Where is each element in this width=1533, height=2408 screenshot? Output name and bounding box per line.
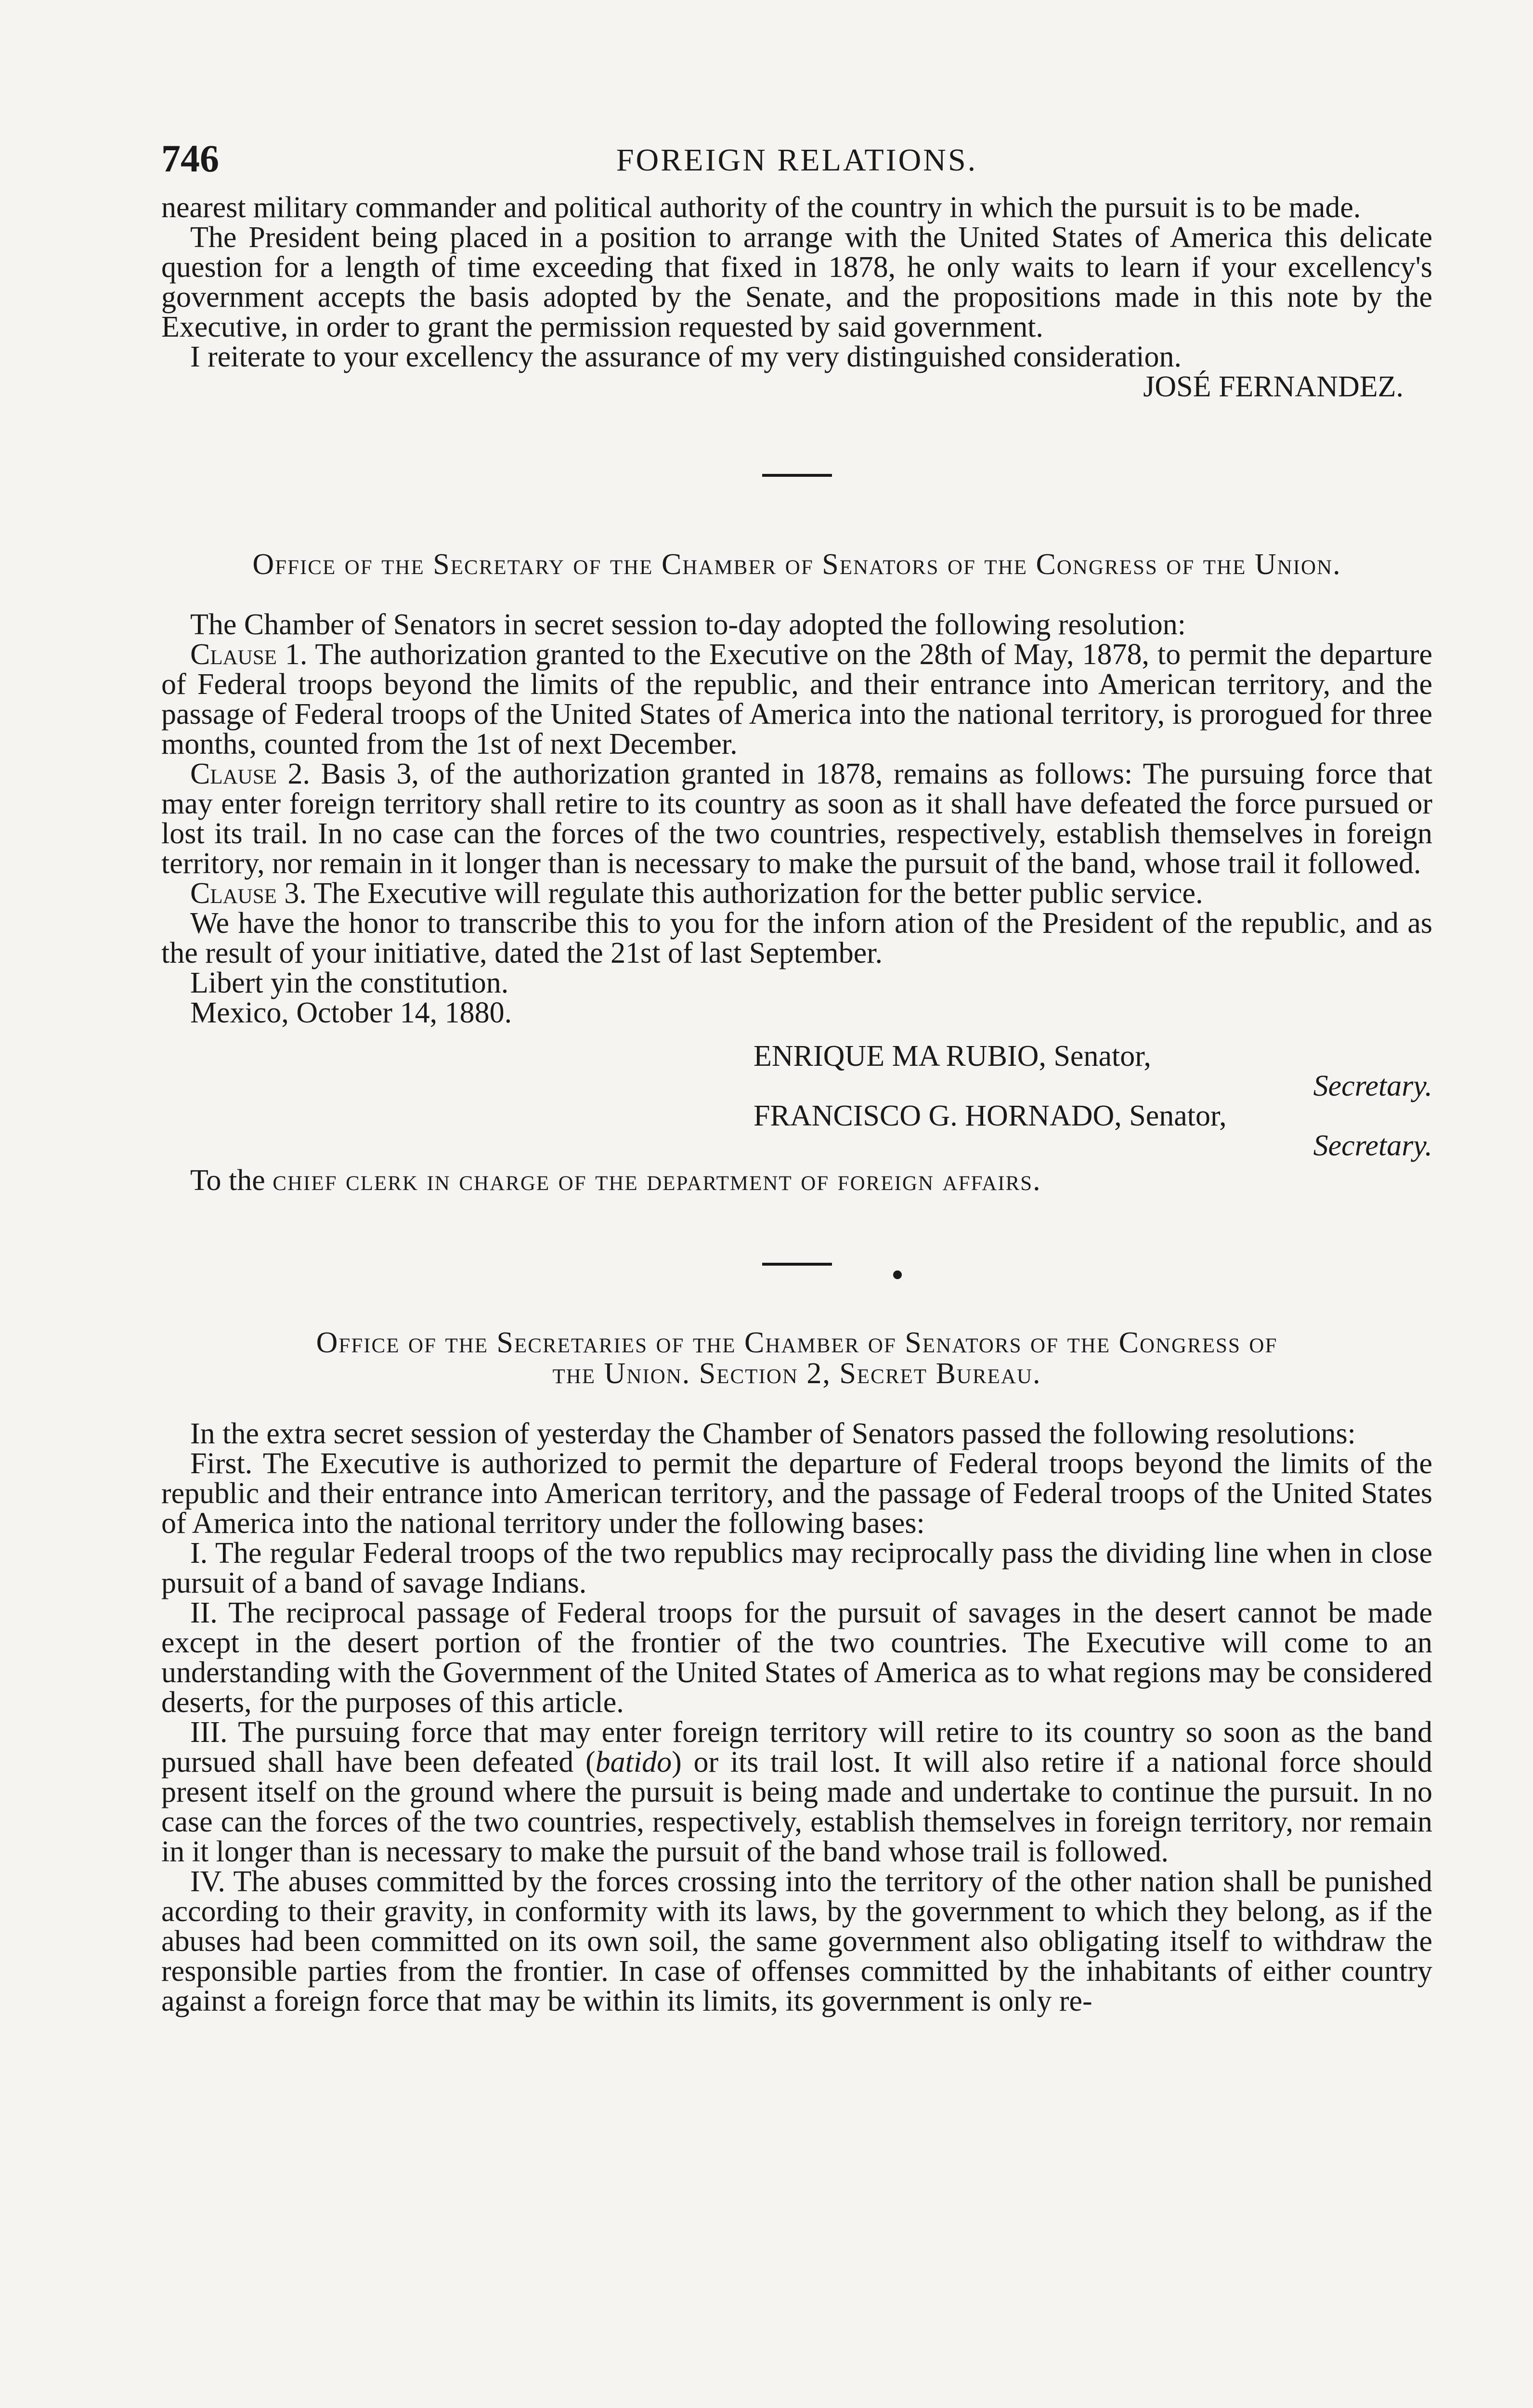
signatory-name: FRANCISCO G. HORNADO, Senator, bbox=[754, 1099, 1227, 1132]
paragraph: First. The Executive is authorized to permit the departure of Federal troops beyond the limits of the republic and their entrance into American territory, and the passage of Federal troops of the United States of America into the national territory under the following bases: bbox=[161, 1447, 1432, 1540]
secret-bureau-section bbox=[161, 1327, 1432, 2016]
signature: JOSÉ FERNANDEZ. bbox=[1143, 370, 1403, 403]
section-heading: Office of the Secretary of the Chamber of Senators of the Congress of the Union. bbox=[252, 548, 1341, 581]
paragraph: nearest military commander and political authority of the country in which the pursuit is to be made. bbox=[161, 191, 1361, 224]
clause-text: The authorization granted to the Executive on the 28th of May, 1878, to permit the departure of Federal troops beyond the limits of the republic, and their entrance into American territory, and the passage of Federal troops of the United States of America into the national territory, is prorogued for three months, counted from the 1st of next December. bbox=[161, 638, 1432, 760]
clause-1 bbox=[161, 640, 1432, 759]
clause-text: Basis 3, of the authorization granted in 1878, remains as follows: The pursuing force that may enter foreign territory shall retire to its country as soon as it shall have defeated the force pursued or lost its trail. In no case can the forces of the two countries, respectively, establish themselves in foreign territory, nor remain in it longer than is necessary to make the pursuit of the band, whose trail it followed. bbox=[161, 758, 1432, 880]
paragraph: The President being placed in a position to arrange with the United States of America this delicate question for a length of time exceeding that fixed in 1878, he only waits to learn if your excellency's government accepts the basis adopted by the Senate, and the propositions made in this note by the Executive, in order to grant the permission requested by said government. bbox=[161, 221, 1432, 343]
document-page bbox=[161, 140, 1432, 2016]
paragraph: In the extra secret session of yesterday the Chamber of Senators passed the following resolutions: bbox=[190, 1417, 1356, 1450]
clause-text: The Executive will regulate this authorization for the better public service. bbox=[313, 877, 1203, 910]
signatory-title: Secretary. bbox=[1313, 1129, 1432, 1162]
clause-3 bbox=[161, 878, 1432, 908]
section-heading-line1: Office of the Secretaries of the Chamber of Senators of the Congress of bbox=[316, 1326, 1278, 1359]
paragraph: I reiterate to your excellency the assurance of my very distinguished consideration. bbox=[190, 340, 1182, 373]
page-header bbox=[161, 140, 1432, 193]
clause-label: Clause 3. bbox=[190, 877, 307, 910]
clause-label: Clause 1. bbox=[190, 638, 308, 671]
senate-resolution-section bbox=[161, 549, 1432, 1195]
letter-conclusion bbox=[161, 193, 1432, 402]
paragraph: The Chamber of Senators in secret session to-day adopted the following resolution: bbox=[190, 608, 1186, 641]
ink-dot bbox=[893, 1270, 902, 1279]
section-heading-line2: the Union. Section 2, Secret Bureau. bbox=[552, 1357, 1041, 1390]
basis-text: III. The pursuing force that may enter foreign territory will retire to its country so soon as the band pursued shall have been defeated ( bbox=[161, 1716, 1432, 1779]
addressee-prefix: To the bbox=[190, 1164, 265, 1197]
signatory-title: Secretary. bbox=[1313, 1070, 1432, 1102]
dateline: Mexico, October 14, 1880. bbox=[190, 996, 512, 1029]
basis-item-4: IV. The abuses committed by the forces crossing into the territory of the other nation shall be punished according to their gravity, in conformity with its laws, by the government to which they belong, as if the abuses had been committed on its own soil, the same government also obligating itself to withdraw the responsible parties from the frontier. In case of offenses committed by the inhabitants of either country against a foreign force that may be within its limits, its government is only re- bbox=[161, 1865, 1432, 2017]
italic-term: batido bbox=[595, 1746, 672, 1779]
basis-item-3 bbox=[161, 1717, 1432, 1867]
paragraph: We have the honor to transcribe this to you for the inforn ation of the President of the republic, and as the result of your initiative, dated the 21st of last September. bbox=[161, 907, 1432, 969]
clause-2 bbox=[161, 759, 1432, 878]
clause-label: Clause 2. bbox=[190, 758, 310, 790]
signatory-name: ENRIQUE MA RUBIO, Senator, bbox=[754, 1040, 1151, 1073]
addressee-title: chief clerk in charge of the department of foreign affairs. bbox=[273, 1164, 1041, 1197]
basis-item-2: II. The reciprocal passage of Federal troops for the pursuit of savages in the desert cannot be made except in the desert portion of the frontier of the two countries. The Executive will come to an understanding with the Government of the United States of America as to what regions may be considered deserts, for the purposes of this article. bbox=[161, 1597, 1432, 1719]
basis-text: ) or its trail lost. It will also retire if a national force should present itself on the ground where the pursuit is being made and undertake to continue the pursuit. In no case can the forces of the two countries, respectively, establish themselves in foreign territory, nor remain in it longer than is necessary to make the pursuit of the band whose trail is followed. bbox=[161, 1746, 1432, 1868]
running-head: FOREIGN RELATIONS. bbox=[616, 143, 978, 178]
closing-motto: Libert yin the constitution. bbox=[190, 967, 509, 999]
addressee bbox=[161, 1165, 1432, 1195]
signature-block bbox=[161, 1041, 1432, 1161]
basis-item-1: I. The regular Federal troops of the two republics may reciprocally pass the dividing line when in close pursuit of a band of savage Indians. bbox=[161, 1537, 1432, 1599]
page-number: 746 bbox=[161, 138, 219, 180]
